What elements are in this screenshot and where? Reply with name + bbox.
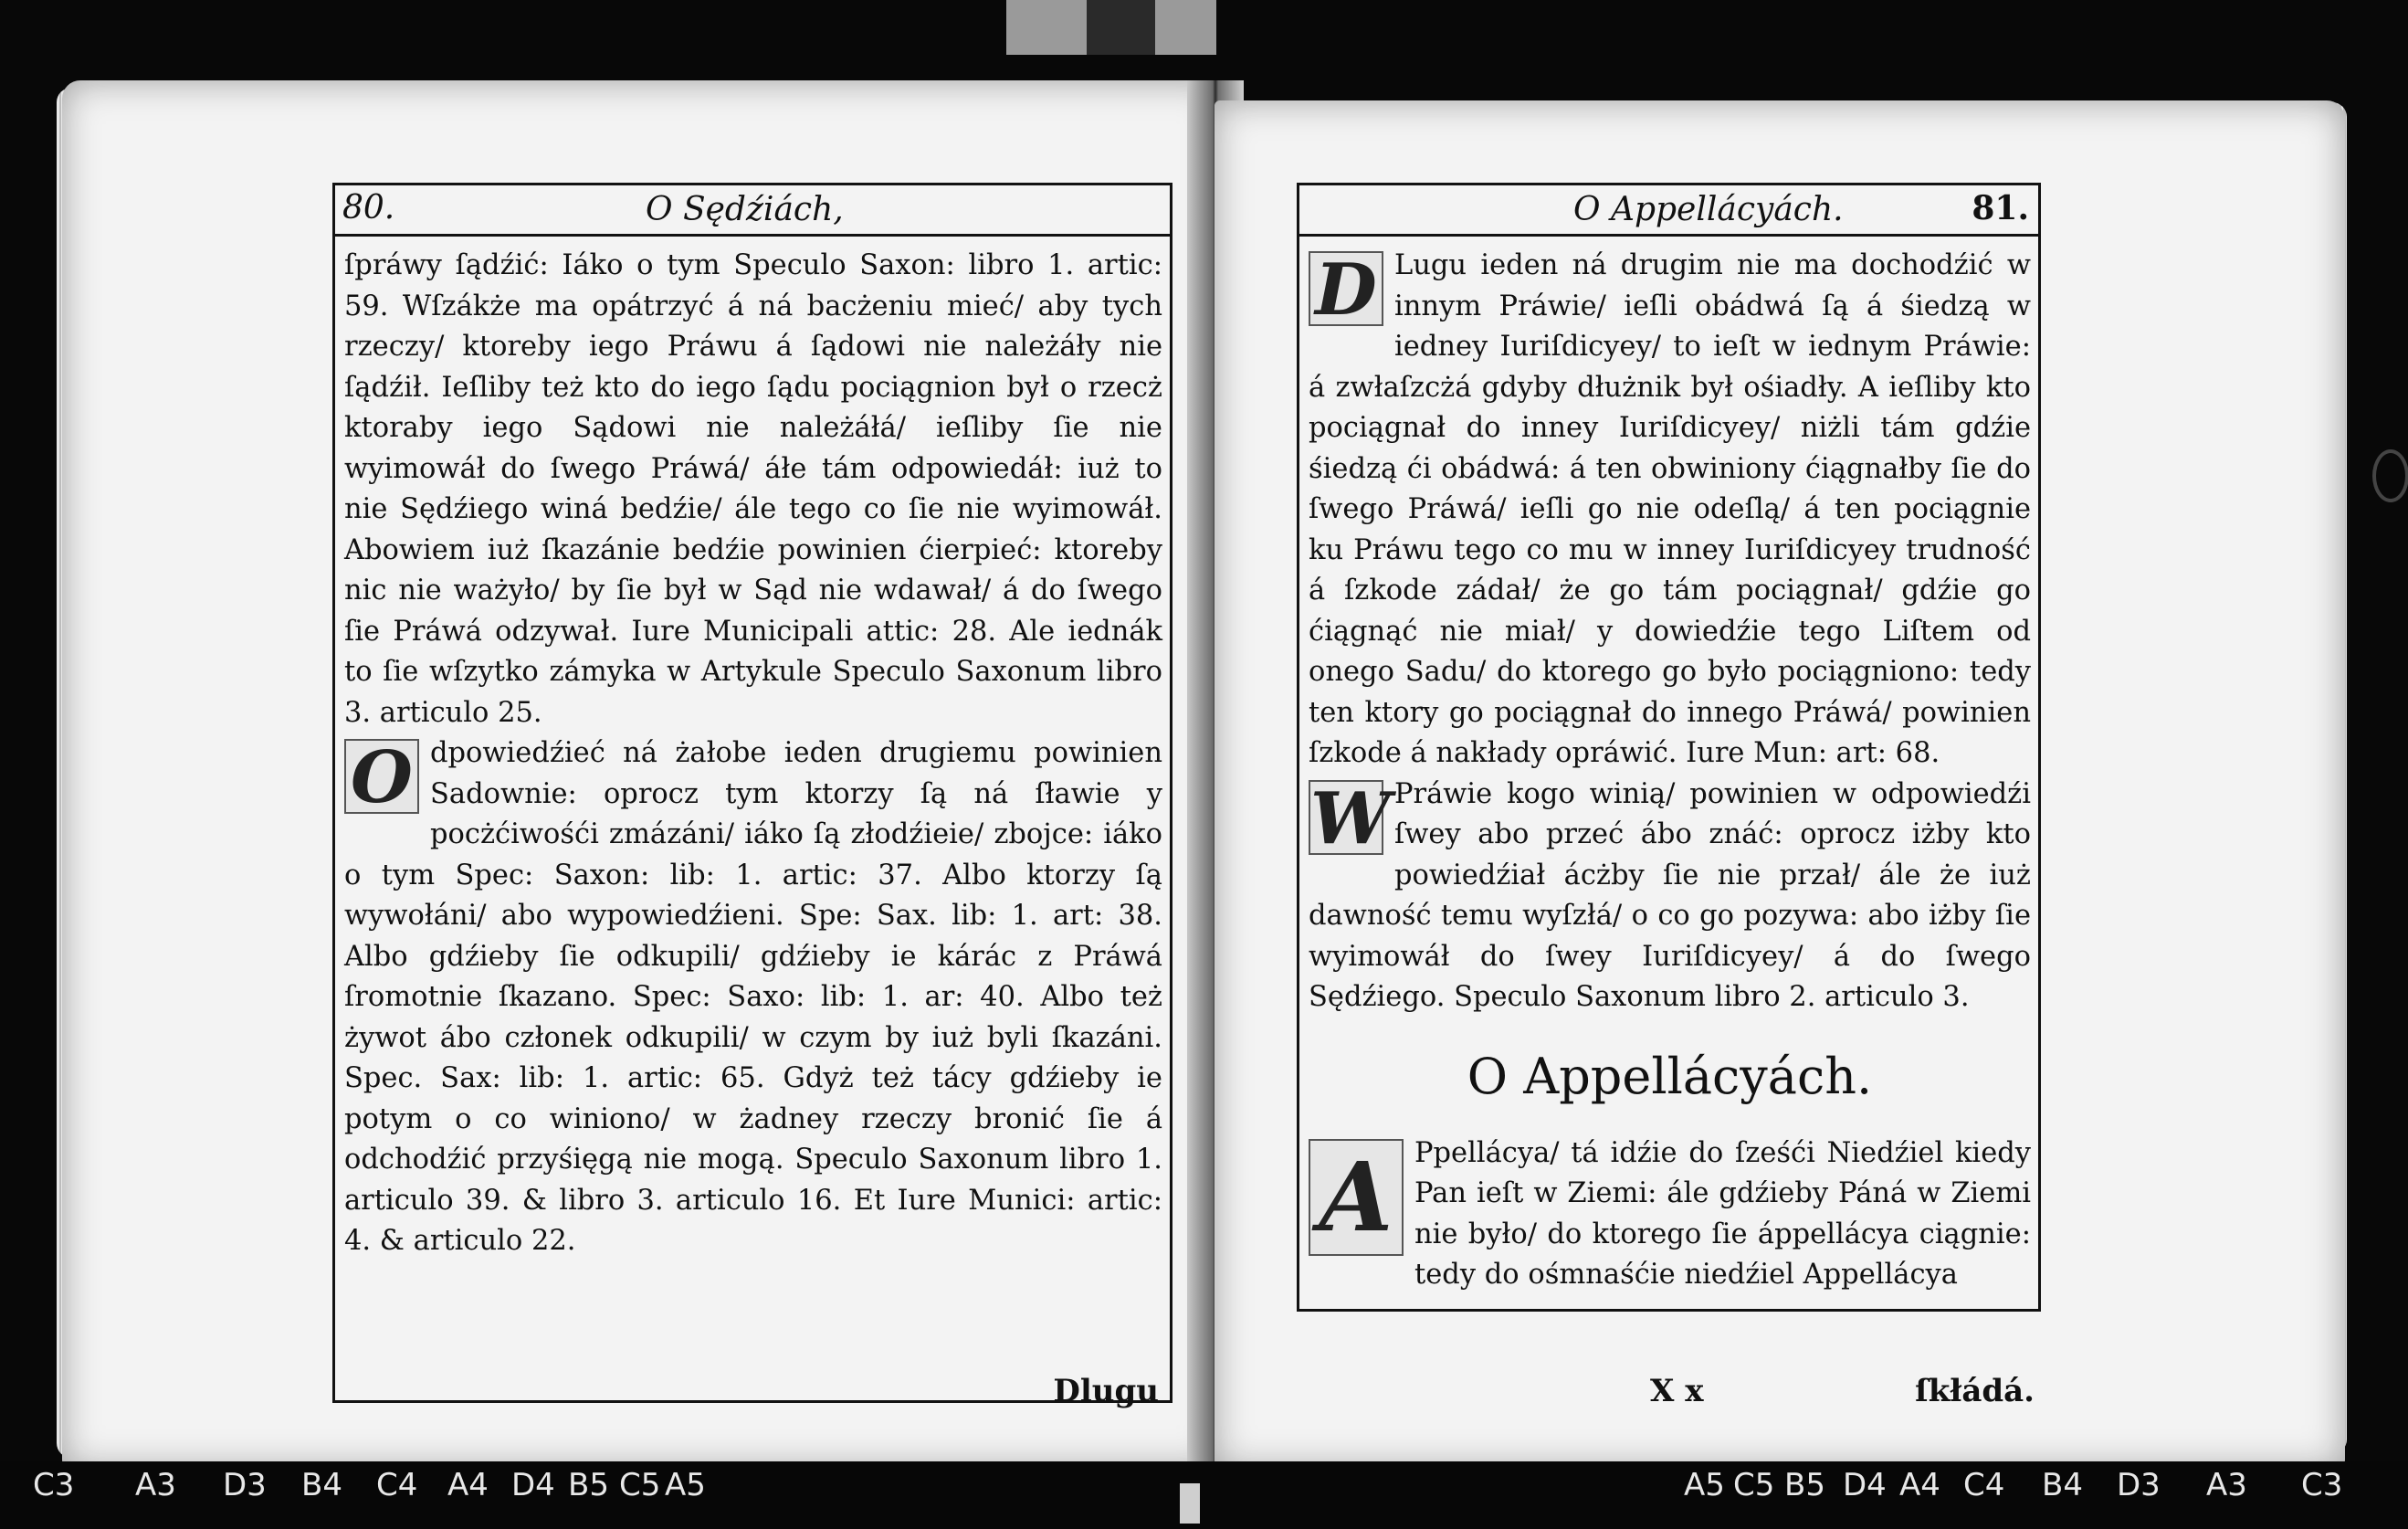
footer-center-block (1180, 1483, 1200, 1524)
section-title: O Appellácyách. (1467, 1047, 1873, 1105)
left-running-title: O Sędźiách, (646, 191, 844, 228)
left-head-rule (335, 234, 1170, 237)
dropcap-o: O (344, 739, 419, 814)
left-body-text (344, 246, 1162, 1262)
right-paragraph-3 (1309, 1134, 2031, 1296)
footer-label-left-10: A5 (665, 1467, 706, 1503)
footer-label-right-5: A4 (1899, 1467, 1940, 1503)
right-paragraph-3-text: Ppellácya/ tá idźie do ſześći Niedźiel kiedy Pan ieſt w Ziemi: ále gdźieby Páná w Ziemi nie było/ do ktorego ſie áppellácya ciągnie: tedy do ośmnaśćie niedźiel Appellácya (1414, 1136, 2031, 1291)
footer-label-left-9: C5 (619, 1467, 661, 1503)
right-paragraph-2 (1309, 775, 2031, 1018)
right-paragraph-1-text: Lugu ieden ná drugim nie ma dochodźić w innym Práwie/ ieſli obádwá ſą á śiedzą w iedney Iuriſdicyey/ to ieſt w iednym Práwie: á zwłaſzcżá gdyby dłużnik był ośiadły. A ieſliby kto pociągnał do inney Iuriſdicyey/ niżli tám gdźie śiedzą ći obádwá: á ten obwiniony ćiągnałby ſie do ſwego Práwá/ ieſli go nie odeſlą/ á ten pociągnie ku Práwu tego co mu w inney Iuriſdicyey trudność á ſzkode zádał/ że go tám pociągnał/ gdźie go ćiągnąć nie miał/ y dowiedźie tego Liſtem od onego Sadu/ do ktorego go było pociągniono: tedy ten ktory go pociągnał do innego Práwá/ powinien ſzkode á nakłady opráwić. Iure Mun: art: 68. (1309, 249, 2031, 769)
right-page (1215, 100, 2345, 1469)
footer-label-right-7: B4 (2042, 1467, 2083, 1503)
signature-mark: X x (1650, 1373, 1704, 1409)
right-folio: 81. (1972, 189, 2029, 227)
footer-label-left-2: A3 (135, 1467, 176, 1503)
left-text-frame (332, 183, 1172, 1409)
left-paragraph-2 (344, 733, 1162, 1262)
left-folio: 80. (342, 189, 395, 227)
dropcap-w: W (1310, 776, 1391, 860)
dropcap-a: A (1309, 1139, 1404, 1256)
left-catchword: Dlugu (1053, 1373, 1159, 1409)
left-page (62, 80, 1220, 1469)
left-paragraph-2-text: dpowiedźieć ná żałobe ieden drugiemu powinien Sadownie: oprocz tym ktorzy ſą ná ſławie y pocżćiwośći zmázáni/ iáko ſą złodźieie/ zbojce: iáko o tym Spec: Saxon: lib: 1. artic: 37. Albo ktorzy ſą wywołáni/ abo wypowiedźieni. Spe: Sax. lib: 1. art: 38. Albo gdźieby ſie odkupili/ gdźieby ie kárác z Práwá ſromotnie ſkazano. Spec: Saxo: lib: 1. ar: 40. Albo też żywot ábo członek odkupili/ w czym by iuż byli ſkazáni. Spec. Sax: lib: 1. artic: 65. Gdyż też tácy gdźieby ie potym o co winiono/ w żadney rzeczy bronić ſie á odchodźić przyśięgą nie mogą. Speculo Saxonum libro 1. articulo 39. & libro 3. articulo 16. Et Iure Munici: artic: 4. & articulo 22. (344, 737, 1162, 1257)
left-paragraph-1: ſpráwy ſądźić: Iáko o tym Speculo Saxon: libro 1. artic: 59. Wſzákże ma opátrzyć á ná bacżeniu mieć/ aby tych rzeczy/ ktoreby iego Práwu á ſądowi nie należáły nie ſądźił. Ieſliby też kto do iego ſądu pociągnion był o rzecż ktoraby iego Sądowi nie należáłá/ ieſliby ſie nie wyimowáł do ſwego Práwá/ áłe tám odpowiedáł: iuż to nie Sędźiego winá bedźie/ ále tego co ſie nie wyimowáł. Abowiem iuż ſkazánie bedźie powinien ćierpieć: ktoreby nic nie ważyło/ by ſie był w Sąd nie wdawał/ á do ſwego ſie Práwá odzywał. Iure Municipali attic: 28. Ale iednák to ſie wſzytko zámyka w Artykule Speculo Saxonum libro 3. articulo 25. (344, 249, 1162, 729)
right-running-title: O Appellácyách. (1573, 191, 1844, 228)
footer-label-left-1: C3 (33, 1467, 75, 1503)
right-paragraph-2-text: Práwie kogo winią/ powinien w odpowiedźi ſwey abo przeć ábo znáć: oprocz iżby kto powiedźiał ácżby ſie nie przał/ ále że iuż dawność temu wyſzłá/ o co go pozywa: abo iżby ſie wyimowáł do ſwey Iuriſdicyey/ á do ſwego Sędźiego. Speculo Saxonum libro 2. articulo 3. (1309, 777, 2031, 1013)
footer-label-left-8: B5 (568, 1467, 609, 1503)
footer-label-right-6: C4 (1963, 1467, 2005, 1503)
right-running-head (1299, 185, 2038, 237)
left-running-head (335, 185, 1170, 237)
footer-label-right-9: A3 (2206, 1467, 2247, 1503)
right-head-rule (1299, 234, 2038, 237)
footer-label-right-10: C3 (2301, 1467, 2343, 1503)
top-tab-notch (1087, 0, 1155, 55)
footer-label-left-3: D3 (223, 1467, 267, 1503)
footer-label-right-2: C5 (1733, 1467, 1775, 1503)
footer-label-right-8: D3 (2117, 1467, 2161, 1503)
footer-label-left-7: D4 (511, 1467, 555, 1503)
right-text-frame (1297, 183, 2041, 1409)
clip-mark (2372, 449, 2408, 502)
footer-label-left-6: A4 (447, 1467, 489, 1503)
footer-label-left-4: B4 (301, 1467, 342, 1503)
footer-label-right-3: B5 (1784, 1467, 1825, 1503)
right-catchword: ſkłádá. (1915, 1373, 2035, 1409)
footer-label-right-4: D4 (1843, 1467, 1887, 1503)
right-paragraph-1 (1309, 246, 2031, 775)
dropcap-d: D (1309, 251, 1383, 326)
footer-label-left-5: C4 (376, 1467, 418, 1503)
footer-label-right-1: A5 (1684, 1467, 1725, 1503)
right-body-text (1309, 246, 2031, 1296)
